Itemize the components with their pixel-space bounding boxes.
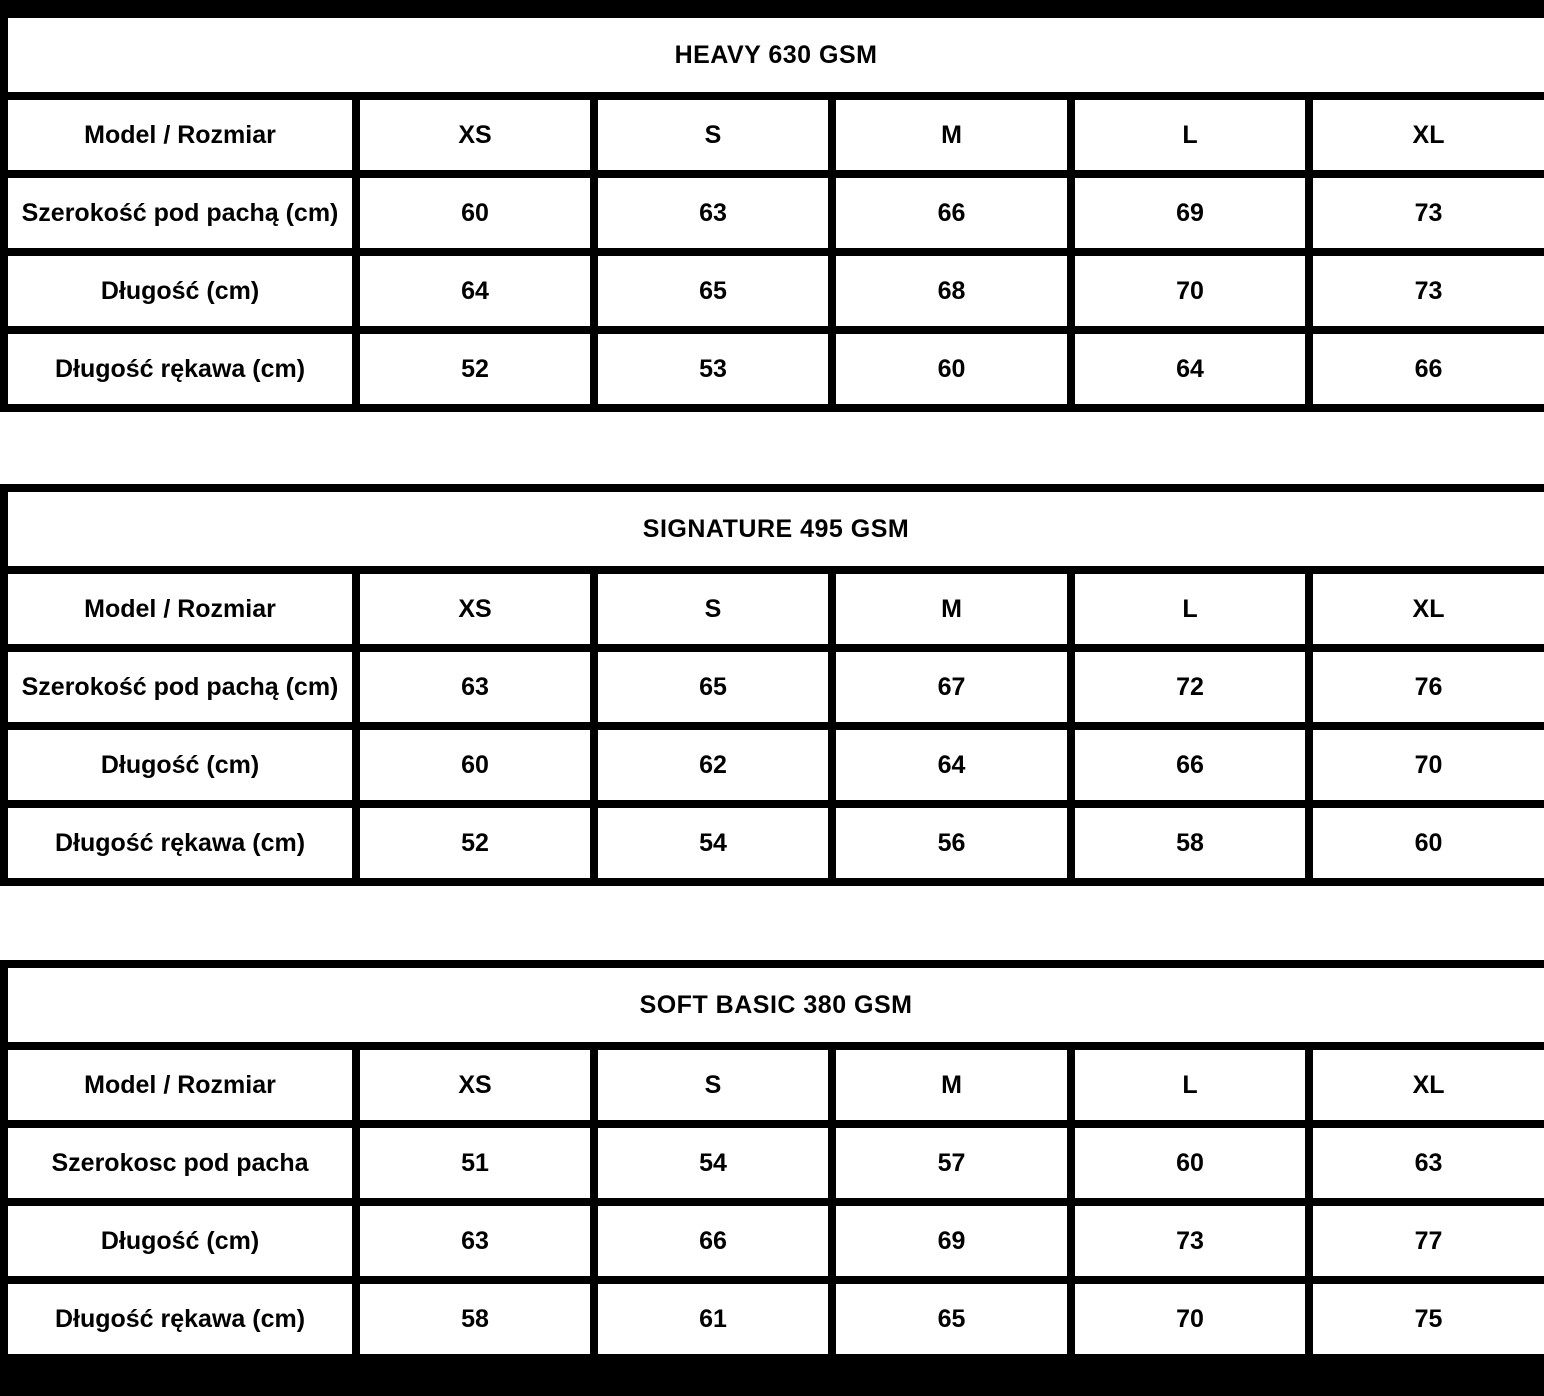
value-cell: 62 bbox=[594, 726, 832, 804]
value-cell: 64 bbox=[356, 252, 594, 330]
row-label: Szerokość pod pachą (cm) bbox=[4, 648, 356, 726]
size-table-heavy bbox=[0, 10, 1544, 412]
table-header-row bbox=[4, 570, 1544, 648]
table-title-row bbox=[4, 488, 1544, 570]
size-table-signature bbox=[0, 484, 1544, 886]
column-header-xl: XL bbox=[1309, 96, 1544, 174]
table-row-length bbox=[4, 1202, 1544, 1280]
value-cell: 73 bbox=[1071, 1202, 1309, 1280]
column-header-l: L bbox=[1071, 1046, 1309, 1124]
column-header-model-rozmiar: Model / Rozmiar bbox=[4, 96, 356, 174]
column-header-xs: XS bbox=[356, 570, 594, 648]
table-title-row bbox=[4, 14, 1544, 96]
value-cell: 60 bbox=[1071, 1124, 1309, 1202]
table-title-row bbox=[4, 964, 1544, 1046]
value-cell: 65 bbox=[832, 1280, 1071, 1358]
value-cell: 67 bbox=[832, 648, 1071, 726]
table-row-width-underarm bbox=[4, 1124, 1544, 1202]
row-label: Długość (cm) bbox=[4, 252, 356, 330]
column-header-m: M bbox=[832, 96, 1071, 174]
table-header-row bbox=[4, 1046, 1544, 1124]
table-row-width-underarm bbox=[4, 648, 1544, 726]
table-title: SIGNATURE 495 GSM bbox=[4, 488, 1544, 570]
column-header-l: L bbox=[1071, 570, 1309, 648]
value-cell: 73 bbox=[1309, 174, 1544, 252]
column-header-l: L bbox=[1071, 96, 1309, 174]
column-header-xs: XS bbox=[356, 1046, 594, 1124]
value-cell: 77 bbox=[1309, 1202, 1544, 1280]
top-black-bar bbox=[0, 0, 1544, 10]
table-title: SOFT BASIC 380 GSM bbox=[4, 964, 1544, 1046]
column-header-m: M bbox=[832, 1046, 1071, 1124]
table-row-width-underarm bbox=[4, 174, 1544, 252]
value-cell: 63 bbox=[356, 1202, 594, 1280]
table-row-sleeve-length bbox=[4, 804, 1544, 882]
column-header-s: S bbox=[594, 96, 832, 174]
value-cell: 57 bbox=[832, 1124, 1071, 1202]
column-header-xl: XL bbox=[1309, 1046, 1544, 1124]
table-row-sleeve-length bbox=[4, 1280, 1544, 1358]
value-cell: 54 bbox=[594, 804, 832, 882]
row-label: Długość (cm) bbox=[4, 726, 356, 804]
value-cell: 63 bbox=[1309, 1124, 1544, 1202]
value-cell: 63 bbox=[356, 648, 594, 726]
table-row-sleeve-length bbox=[4, 330, 1544, 408]
value-cell: 70 bbox=[1309, 726, 1544, 804]
row-label: Długość rękawa (cm) bbox=[4, 804, 356, 882]
value-cell: 60 bbox=[832, 330, 1071, 408]
value-cell: 65 bbox=[594, 648, 832, 726]
value-cell: 52 bbox=[356, 330, 594, 408]
value-cell: 53 bbox=[594, 330, 832, 408]
row-label: Szerokosc pod pacha bbox=[4, 1124, 356, 1202]
value-cell: 66 bbox=[594, 1202, 832, 1280]
value-cell: 70 bbox=[1071, 1280, 1309, 1358]
value-cell: 70 bbox=[1071, 252, 1309, 330]
column-header-s: S bbox=[594, 1046, 832, 1124]
value-cell: 66 bbox=[1071, 726, 1309, 804]
value-cell: 68 bbox=[832, 252, 1071, 330]
bottom-black-bar bbox=[0, 1362, 1544, 1396]
value-cell: 56 bbox=[832, 804, 1071, 882]
value-cell: 66 bbox=[832, 174, 1071, 252]
column-header-xl: XL bbox=[1309, 570, 1544, 648]
value-cell: 69 bbox=[832, 1202, 1071, 1280]
value-cell: 72 bbox=[1071, 648, 1309, 726]
column-header-s: S bbox=[594, 570, 832, 648]
table-title: HEAVY 630 GSM bbox=[4, 14, 1544, 96]
value-cell: 60 bbox=[356, 174, 594, 252]
value-cell: 69 bbox=[1071, 174, 1309, 252]
value-cell: 60 bbox=[356, 726, 594, 804]
value-cell: 75 bbox=[1309, 1280, 1544, 1358]
value-cell: 64 bbox=[832, 726, 1071, 804]
value-cell: 52 bbox=[356, 804, 594, 882]
table-gap bbox=[0, 412, 1544, 484]
table-header-row bbox=[4, 96, 1544, 174]
size-table-soft-basic bbox=[0, 960, 1544, 1362]
column-header-model-rozmiar: Model / Rozmiar bbox=[4, 1046, 356, 1124]
value-cell: 76 bbox=[1309, 648, 1544, 726]
value-cell: 64 bbox=[1071, 330, 1309, 408]
row-label: Długość rękawa (cm) bbox=[4, 1280, 356, 1358]
table-row-length bbox=[4, 726, 1544, 804]
row-label: Długość (cm) bbox=[4, 1202, 356, 1280]
value-cell: 65 bbox=[594, 252, 832, 330]
column-header-m: M bbox=[832, 570, 1071, 648]
value-cell: 60 bbox=[1309, 804, 1544, 882]
table-row-length bbox=[4, 252, 1544, 330]
row-label: Szerokość pod pachą (cm) bbox=[4, 174, 356, 252]
value-cell: 51 bbox=[356, 1124, 594, 1202]
table-gap bbox=[0, 886, 1544, 960]
value-cell: 66 bbox=[1309, 330, 1544, 408]
column-header-xs: XS bbox=[356, 96, 594, 174]
row-label: Długość rękawa (cm) bbox=[4, 330, 356, 408]
column-header-model-rozmiar: Model / Rozmiar bbox=[4, 570, 356, 648]
value-cell: 58 bbox=[1071, 804, 1309, 882]
value-cell: 73 bbox=[1309, 252, 1544, 330]
value-cell: 58 bbox=[356, 1280, 594, 1358]
value-cell: 63 bbox=[594, 174, 832, 252]
value-cell: 54 bbox=[594, 1124, 832, 1202]
value-cell: 61 bbox=[594, 1280, 832, 1358]
